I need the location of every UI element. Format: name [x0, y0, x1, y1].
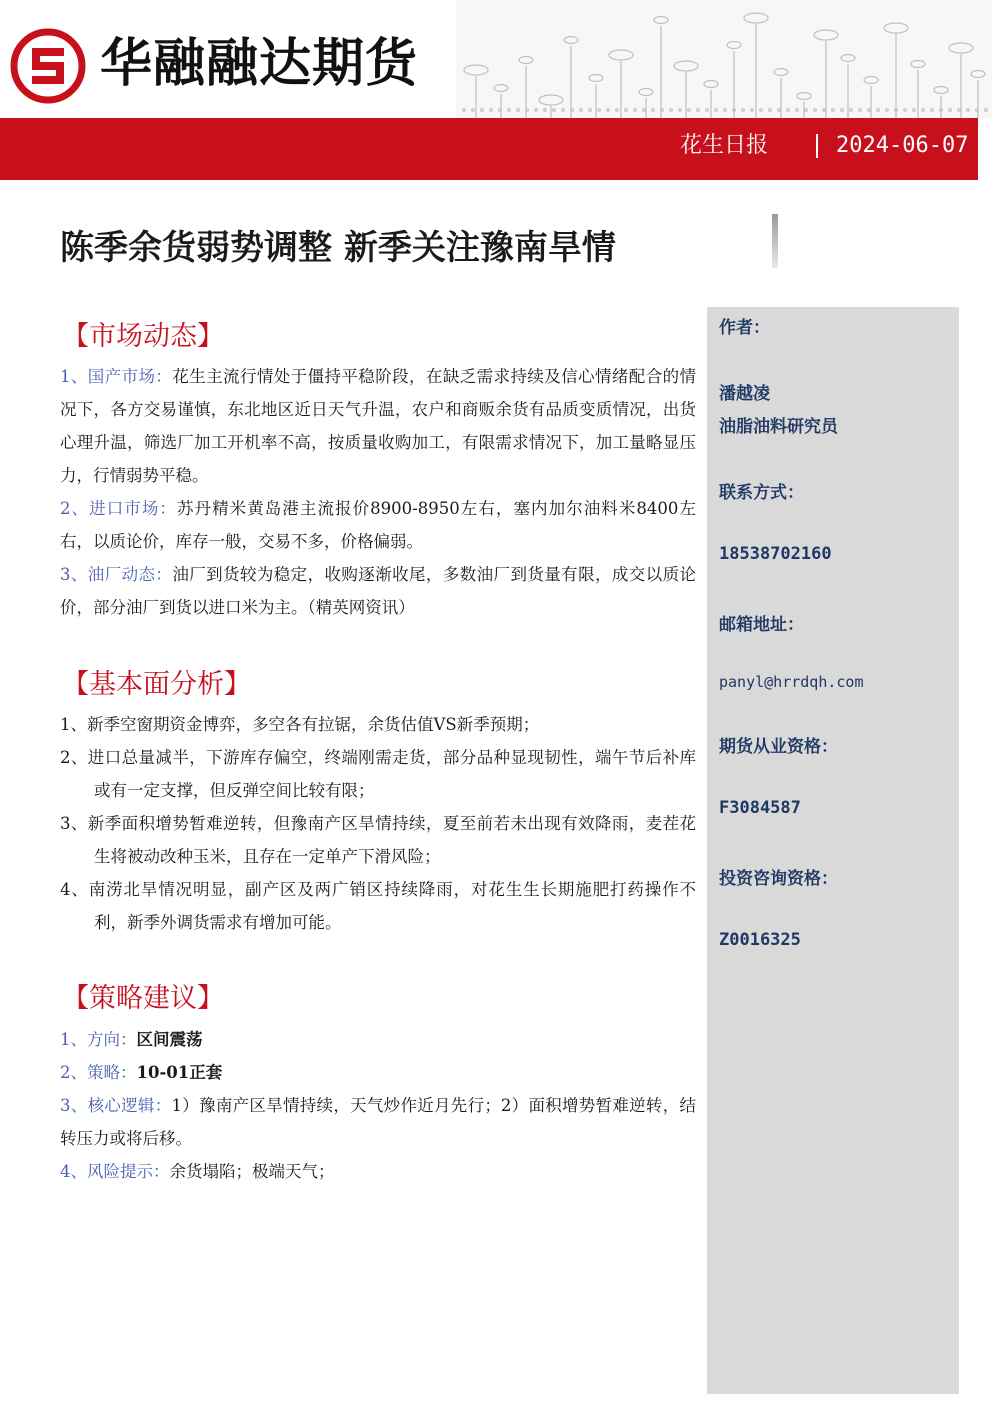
item-text: 苏丹精米黄岛港主流报价8900-8950左右，塞内加尔油料米8400左右，以质论价，库存一般，交易不多，价格偏弱。: [60, 499, 696, 551]
item-label: 3、核心逻辑：: [60, 1096, 172, 1115]
item-label: 3、油厂动态：: [60, 565, 173, 584]
header-decoration: [456, 0, 992, 118]
report-title: 陈季余货弱势调整 新季关注豫南旱情: [60, 228, 616, 268]
futures-qualification-number: F3084587: [719, 798, 801, 818]
section-heading-market: 【市场动态】: [62, 321, 224, 352]
item-label: 2、进口市场：: [60, 499, 177, 518]
consult-qualification-number: Z0016325: [719, 930, 801, 950]
header-red-bar: [0, 118, 978, 180]
email-address[interactable]: panyl@hrrdqh.com: [719, 673, 864, 691]
strategy-item-risk: [60, 1155, 696, 1188]
author-title: 油脂油料研究员: [719, 417, 838, 437]
item-text: 区间震荡: [136, 1030, 203, 1049]
item-label: 1、国产市场：: [60, 367, 173, 386]
item-label: 2、策略：: [60, 1063, 137, 1082]
item-label: 1、方向：: [60, 1030, 137, 1049]
item-text: 花生主流行情处于僵持平稳阶段，在缺乏需求持续及信心情绪配合的情况下，各方交易谨慎，东北地区近日天气升温，农户和商贩余货有品质变质情况，出货心理升温，筛选厂加工开机率不高，按质量收购加工，有限需求情况下，加工量略显压力，行情弱势平稳。: [60, 367, 697, 485]
fundamental-item: 4、南涝北旱情况明显，副产区及两广销区持续降雨，对花生生长期施肥打药操作不利，新季外调货需求有增加可能。: [60, 880, 696, 932]
brand-name: 华融融达期货: [100, 34, 419, 94]
futures-qualification-label: 期货从业资格：: [719, 737, 838, 757]
section-heading-fundamentals: 【基本面分析】: [62, 669, 251, 700]
market-item-domestic: [60, 360, 696, 492]
author-sidebar: [707, 307, 959, 1394]
strategy-item-logic: [60, 1089, 696, 1155]
item-text: 油厂到货较为稳定，收购逐渐收尾，多数油厂到货量有限，成交以质论价，部分油厂到货以进口米为主。（精英网资讯）: [60, 565, 697, 617]
fundamental-item: 1、新季空窗期资金博弈，多空各有拉锯，余货估值VS新季预期；: [60, 715, 540, 734]
strategy-item-strategy: [60, 1056, 696, 1089]
market-item-import: [60, 492, 696, 558]
item-text: 10-01正套: [136, 1063, 223, 1082]
author-name: 潘越凌: [719, 384, 770, 404]
item-text: 余货塌陷；极端天气；: [169, 1162, 335, 1181]
report-date: 2024-06-07: [836, 133, 969, 158]
title-rule: [772, 214, 778, 268]
item-text: 1）豫南产区旱情持续，天气炒作近月先行；2）面积增势暂难逆转，结转压力或将后移。: [60, 1096, 696, 1148]
author-label: 作者：: [719, 318, 770, 338]
report-type: 花生日报: [680, 133, 769, 158]
header-divider: [816, 134, 818, 158]
fundamental-item: 2、进口总量减半，下游库存偏空，终端刚需走货，部分品种显现韧性，端午节后补库或有一定支撑，但反弹空间比较有限；: [60, 748, 696, 800]
contact-label: 联系方式：: [719, 483, 804, 503]
item-label: 4、风险提示：: [60, 1162, 170, 1181]
email-label: 邮箱地址：: [719, 615, 804, 635]
phone-number: 18538702160: [719, 544, 832, 564]
market-item-oil-mill: [60, 558, 696, 624]
fundamental-item: 3、新季面积增势暂难逆转，但豫南产区旱情持续，夏至前若未出现有效降雨，麦茬花生将被动改种玉米，且存在一定单产下滑风险；: [60, 814, 696, 866]
section-heading-strategy: 【策略建议】: [62, 983, 224, 1014]
consult-qualification-label: 投资咨询资格：: [719, 869, 838, 889]
strategy-item-direction: [60, 1023, 696, 1056]
company-logo-icon: [10, 28, 86, 104]
